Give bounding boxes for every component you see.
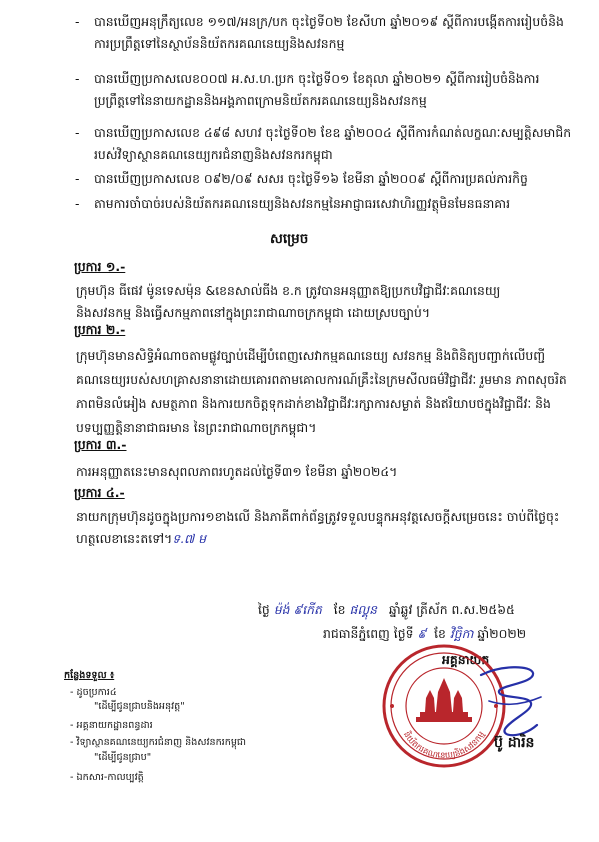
month-name-handwritten: វិច្ឆិកា — [449, 626, 474, 641]
lunar-year: ឆ្នាំឆ្លូវ ត្រីស័ក ព.ស.២៥៦៥ — [388, 602, 515, 617]
month-handwritten: ផល្គុន — [349, 602, 377, 617]
article-2-label: ប្រការ ២.- — [74, 322, 126, 337]
article-2-text: បទប្បញ្ញត្តិនានាជាធរមាន នៃព្រះរាជាណាចក្រកម្ពុជា។ — [76, 420, 317, 435]
cc-item: - អគ្គនាយកដ្ឋានពន្ធដារ — [70, 720, 153, 731]
article-1-text: និងសវនកម្ម និងធ្វើសកម្មភាពនៅក្នុងព្រះរាជាណាចក្រកម្ពុជា ដោយស្របច្បាប់។ — [76, 305, 431, 320]
month-label: ខែ — [434, 626, 446, 641]
article-3-label: ប្រការ ៣.- — [74, 437, 127, 452]
handwritten-suffix: ទ.៧ ម — [172, 531, 206, 546]
preamble-line: ប្រព្រឹត្តទៅនៃនាយកដ្ឋាននិងអង្គភាពក្រោមនិយ័តករគណនេយ្យនិងសវនកម្ម — [94, 93, 427, 108]
month-label: ខែ — [333, 602, 346, 617]
stamp-text: និយ័តករគណនេយ្យនិងសវនកម្ម — [400, 729, 488, 762]
preamble-line: របស់វិទ្យាស្ថានគណនេយ្យករជំនាញនិងសវនករកម្ពុជា — [94, 147, 333, 162]
preamble-line: - បានឃើញប្រកាសលេខ ៤៩៨ សហវ ចុះថ្ងៃទី០២ ខែឧ ឆ្នាំ២០០៤ ស្តីពីការកំណត់លក្ខណៈសម្បត្តិសមាជិក — [94, 125, 571, 141]
year-text: ឆ្នាំ២០២២ — [477, 626, 527, 641]
cc-heading: កន្លែងទទួល ៖ — [64, 670, 115, 681]
article-2-text: ភាពមិនលំអៀង សមត្ថភាព និងការយកចិត្តទុកដាក់ខាងវិជ្ជាជីវៈរក្សាការសម្ងាត់ និងឥរិយាបថក្នុងវិជ្ជាជីវៈ និង — [76, 396, 551, 411]
signature-icon — [471, 655, 551, 745]
cc-item: - វិទ្យាស្ថានគណនេយ្យករជំនាញ និងសវនករកម្ពុជា — [70, 737, 247, 748]
article-2-text: គណនេយ្យរបស់សហគ្រាសនានាដោយគោរពតាមគោលការណ៍គ្រឹះនៃក្រមសីលធម៌វិជ្ជាជីវៈ រួមមាន ភាពសុចរិត — [76, 372, 567, 387]
signer-title: អគ្គនាយក — [442, 652, 490, 667]
cc-item: "ដើម្បីជូនជ្រាប" — [94, 752, 152, 763]
article-1-text: ក្រុមហ៊ុន ធីផេវ ម៉ូនទេសម៉ុន &ខេនសាល់ធីង ខ.ក ត្រូវបានអនុញ្ញាតឱ្យប្រកបវិជ្ជាជីវៈគណនេយ្យ — [76, 283, 501, 298]
article-2-text: ក្រុមហ៊ុនមានសិទ្ធិអំណាចតាមផ្លូវច្បាប់ដើម្បីបំពេញសេវាកម្មគណនេយ្យ សវនកម្ម និងពិនិត្យបញ្ជាក់លើបញ្ជី — [76, 348, 546, 363]
place-date-text: រាជធានីភ្នំពេញ ថ្ងៃទី — [323, 626, 414, 641]
preamble-line: - តាមការចាំបាច់របស់និយ័តករគណនេយ្យនិងសវនកម្មនៃអាជ្ញាធរសេវាហិរញ្ញវត្ថុមិនមែនធនាគារ — [94, 196, 510, 212]
day-label: ថ្ងៃ — [258, 602, 270, 617]
article-4-text-end: ហត្ថលេខានេះតទៅ។ — [76, 531, 173, 546]
lunar-date-line — [258, 602, 515, 618]
cc-item: - ឯកសារ-កាលប្បវត្តិ — [70, 772, 144, 783]
preamble-line: - បានឃើញប្រកាសលេខ ០៩២/០៩ សសរ ចុះថ្ងៃទី១៦ ខែមីនា ឆ្នាំ២០០៩ ស្តីពីការប្រគល់ភារកិច្ច — [94, 171, 528, 187]
article-4-text — [76, 531, 206, 547]
article-4-text: នាយកក្រុមហ៊ុនដូចក្នុងប្រការ១ខាងលើ និងភាគីពាក់ព័ន្ធត្រូវទទួលបន្ទុកអនុវត្តសេចក្តីសម្រេចនេះ ចាប់ពីថ្ងៃចុះ — [76, 509, 560, 524]
article-3-text: ការអនុញ្ញាតនេះមានសុពលភាពរហូតដល់ថ្ងៃទី៣១ ខែមីនា ឆ្នាំ២០២៤។ — [76, 464, 398, 479]
article-4-label: ប្រការ ៤.- — [74, 485, 125, 500]
preamble-line: - បានឃើញអនុក្រឹត្យលេខ ១១៧/អនក្រ/បក ចុះថ្ងៃទី០២ ខែសីហា ឆ្នាំ២០១៩ ស្តីពីការបង្កើតការរៀបចំនិង — [94, 14, 564, 30]
day-number-handwritten: ៩ — [417, 626, 427, 641]
preamble-line: - បានឃើញប្រកាសលេខ០០៧ អ.ស.ហ.ប្រក ចុះថ្ងៃទី០១ ខែតុលា ឆ្នាំ២០២១ ស្តីពីការរៀបចំនិងការ — [94, 71, 539, 87]
preamble-line: ការប្រព្រឹត្តទៅនៃស្ថាប័ននិយ័តករគណនេយ្យនិងសវនកម្ម — [94, 36, 345, 51]
day-handwritten: ម៉ង់ ៩កើត — [273, 602, 322, 617]
signer-name: ប៊ូ ដារិន — [494, 735, 535, 751]
cc-item: "ដើម្បីជូនជ្រាបនិងអនុវត្ត" — [94, 701, 185, 712]
cc-item: - ដូចប្រការ៤ — [70, 687, 117, 698]
decision-heading: សម្រេច — [270, 231, 309, 247]
article-1-label: ប្រការ ១.- — [74, 259, 126, 274]
solar-date-line — [323, 626, 526, 642]
